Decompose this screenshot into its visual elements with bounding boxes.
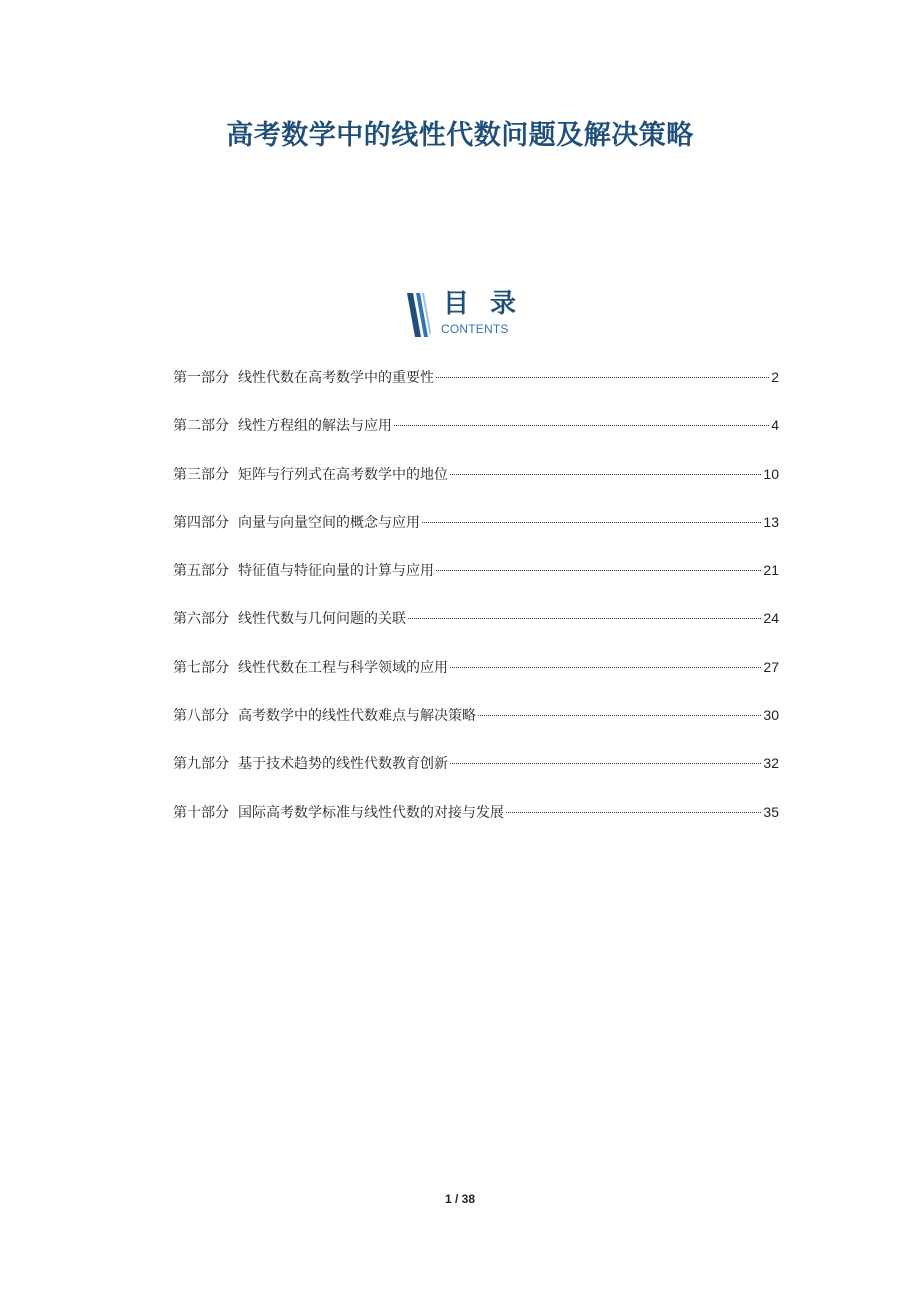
toc-part-label: 第八部分 [173,708,229,725]
toc-heading: 目 录 [443,289,523,319]
toc-entry-title: 向量与向量空间的概念与应用 [238,514,420,531]
toc-entry-title: 线性代数与几何问题的关联 [238,611,406,628]
toc-entry-title: 特征值与特征向量的计算与应用 [238,563,434,580]
toc-page-number: 32 [763,755,779,772]
toc-part-label: 第五部分 [173,563,229,580]
toc-subheading: CONTENTS [441,322,509,336]
dot-leader [436,570,761,571]
dot-leader [422,522,761,523]
toc-entry-part-7[interactable] [173,656,779,704]
toc-entry-part-9[interactable] [173,752,779,800]
dot-leader [478,715,761,716]
toc-entry-part-4[interactable] [173,511,779,559]
toc-entry-part-6[interactable] [173,607,779,655]
toc-page-number: 24 [763,610,779,627]
toc-part-label: 第三部分 [173,466,229,483]
toc-entry-title: 线性方程组的解法与应用 [238,418,392,435]
toc-page-number: 27 [763,658,779,675]
toc-entry-title: 线性代数在工程与科学领域的应用 [238,659,448,676]
dot-leader [394,425,769,426]
table-of-contents [173,366,779,849]
toc-entry-title: 矩阵与行列式在高考数学中的地位 [238,466,448,483]
toc-page-number: 21 [763,562,779,579]
toc-part-label: 第一部分 [173,370,229,386]
toc-entry-part-1[interactable] [173,366,779,414]
toc-part-label: 第七部分 [173,659,229,676]
toc-page-number: 10 [763,465,779,482]
toc-entry-title: 高考数学中的线性代数难点与解决策略 [238,708,476,725]
toc-page-number: 4 [771,417,779,434]
toc-entry-title: 国际高考数学标准与线性代数的对接与发展 [238,804,504,821]
toc-entry-part-3[interactable] [173,463,779,511]
toc-part-label: 第九部分 [173,756,229,773]
document-title: 高考数学中的线性代数问题及解决策略 [226,120,694,151]
toc-part-label: 第六部分 [173,611,229,628]
toc-entry-part-10[interactable] [173,801,779,849]
toc-entry-title: 基于技术趋势的线性代数教育创新 [238,756,448,773]
toc-page-number: 35 [763,803,779,820]
toc-page-number: 2 [771,369,779,385]
page-number-footer: 1 / 38 [444,1192,476,1206]
toc-page-number: 30 [763,707,779,724]
dot-leader [450,763,761,764]
toc-part-label: 第二部分 [173,418,229,435]
toc-header [407,291,537,341]
dot-leader [436,377,769,378]
toc-part-label: 第十部分 [173,804,229,821]
toc-entry-part-5[interactable] [173,559,779,607]
dot-leader [450,474,761,475]
slanted-bars-logo-icon [407,293,431,337]
toc-page-number: 13 [763,513,779,530]
toc-entry-part-8[interactable] [173,704,779,752]
toc-entry-part-2[interactable] [173,414,779,462]
dot-leader [506,812,761,813]
toc-entry-title: 线性代数在高考数学中的重要性 [238,370,434,386]
dot-leader [450,667,761,668]
toc-part-label: 第四部分 [173,514,229,531]
dot-leader [408,618,761,619]
